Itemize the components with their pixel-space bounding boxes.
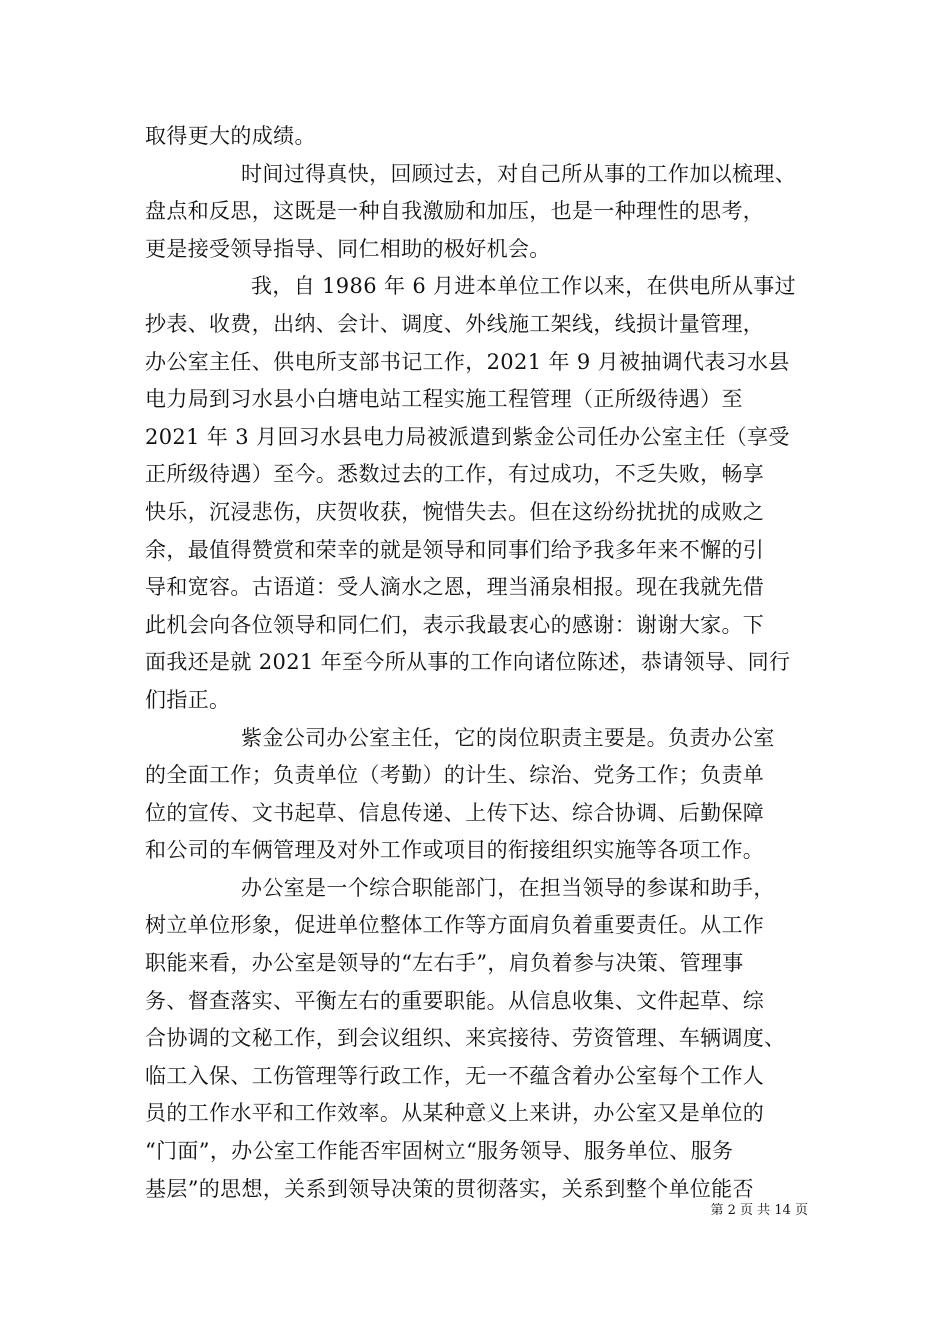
page-number: 第 2 页 共 14 页 xyxy=(710,1203,808,1218)
text-line: 取得更大的成绩。 xyxy=(145,124,316,148)
text-line: 此机会向各位领导和同仁们，表示我最衷心的感谢：谢谢大家。下 xyxy=(145,612,765,637)
text-line: “门面”，办公室工作能否牢固树立“服务领导、服务单位、服务 xyxy=(145,1139,734,1164)
text-line: 合协调的文秘工作，到会议组织、来宾接待、劳资管理、车辆调度、 xyxy=(145,1026,786,1051)
text-line: 2021 年 3 月回习水县电力局被派遣到紫金公司任办公室主任（享受 xyxy=(145,424,790,449)
text-line: 面我还是就 2021 年至今所从事的工作向诸位陈述，恭请领导、同行 xyxy=(145,650,791,675)
paragraph-start-line: 我，自 1986 年 6 月进本单位工作以来，在供电所从事过 xyxy=(251,274,797,299)
text-line: 们指正。 xyxy=(145,687,231,712)
text-line: 余，最值得赞赏和荣幸的就是领导和同事们给予我多年来不懈的引 xyxy=(145,537,765,562)
text-line: 快乐，沉浸悲伤，庆贺收获，惋惜失去。但在这纷纷扰扰的成败之 xyxy=(145,499,765,524)
document-body xyxy=(145,118,810,1208)
text-line: 树立单位形象，促进单位整体工作等方面肩负着重要责任。从工作 xyxy=(145,913,765,938)
paragraph-start-line: 紫金公司办公室主任，它的岗位职责主要是。负责办公室 xyxy=(241,725,775,750)
text-line: 正所级待遇）至今。悉数过去的工作，有过成功，不乏失败，畅享 xyxy=(145,462,765,487)
text-line: 和公司的车俩管理及对外工作或项目的衔接组织实施等各项工作。 xyxy=(145,838,765,863)
text-line: 电力局到习水县小白塘电站工程实施工程管理（正所级待遇）至 xyxy=(145,387,743,412)
paragraph-start-line: 时间过得真快，回顾过去，对自己所从事的工作加以梳理、 xyxy=(241,161,797,186)
text-line: 临工入保、工伤管理等行政工作，无一不蕴含着办公室每个工作人 xyxy=(145,1063,765,1088)
text-line: 职能来看，办公室是领导的“左右手”，肩负着参与决策、管理事 xyxy=(145,951,744,976)
text-line: 抄表、收费，出纳、会计、调度、外线施工架线，线损计量管理， xyxy=(145,311,765,336)
text-line: 基层”的思想，关系到领导决策的贯彻落实，关系到整个单位能否 xyxy=(145,1176,754,1201)
text-line: 导和宽容。古语道：受人滴水之恩，理当涌泉相报。现在我就先借 xyxy=(145,575,765,600)
text-line: 务、督查落实、平衡左右的重要职能。从信息收集、文件起草、综 xyxy=(145,988,765,1013)
text-line: 更是接受领导指导、同仁相助的极好机会。 xyxy=(145,236,551,261)
text-line: 员的工作水平和工作效率。从某种意义上来讲，办公室又是单位的 xyxy=(145,1101,765,1126)
text-line: 办公室主任、供电所支部书记工作，2021 年 9 月被抽调代表习水县 xyxy=(145,349,790,374)
text-line: 的全面工作；负责单位（考勤）的计生、综治、党务工作；负责单 xyxy=(145,763,765,788)
paragraph-start-line: 办公室是一个综合职能部门，在担当领导的参谋和助手， xyxy=(241,875,775,900)
text-line: 位的宣传、文书起草、信息传递、上传下达、综合协调、后勤保障 xyxy=(145,800,765,825)
text-line: 盘点和反思，这既是一种自我激励和加压，也是一种理性的思考， xyxy=(145,199,765,224)
